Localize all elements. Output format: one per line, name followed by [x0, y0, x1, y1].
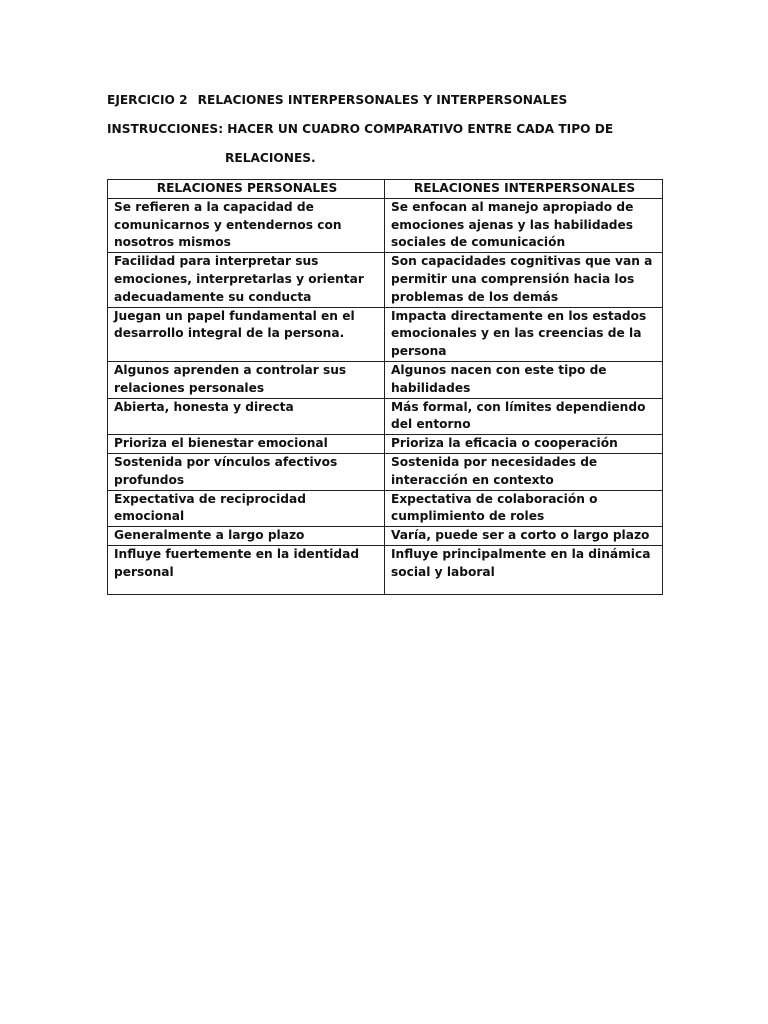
cell-interpersonal: Algunos nacen con este tipo de habilidades — [385, 361, 663, 398]
instructions-line-2: RELACIONES. — [225, 151, 316, 165]
header-interpersonales: RELACIONES INTERPERSONALES — [385, 180, 663, 199]
cell-interpersonal: Impacta directamente en los estados emocionales y en las creencias de la persona — [385, 307, 663, 361]
table-row — [108, 435, 663, 454]
cell-personal: Se refieren a la capacidad de comunicarnos y entendernos con nosotros mismos — [108, 198, 385, 252]
table-row — [108, 490, 663, 527]
cell-interpersonal: Prioriza la eficacia o cooperación — [385, 435, 663, 454]
cell-personal: Expectativa de reciprocidad emocional — [108, 490, 385, 527]
cell-personal: Sostenida por vínculos afectivos profundos — [108, 453, 385, 490]
cell-personal: Algunos aprenden a controlar sus relaciones personales — [108, 361, 385, 398]
table-row — [108, 198, 663, 252]
comparison-table — [107, 179, 663, 595]
table-row — [108, 545, 663, 594]
cell-personal: Abierta, honesta y directa — [108, 398, 385, 435]
table-row — [108, 307, 663, 361]
cell-interpersonal: Sostenida por necesidades de interacción en contexto — [385, 453, 663, 490]
cell-interpersonal: Más formal, con límites dependiendo del entorno — [385, 398, 663, 435]
cell-interpersonal: Expectativa de colaboración o cumplimiento de roles — [385, 490, 663, 527]
cell-personal: Prioriza el bienestar emocional — [108, 435, 385, 454]
table-header-row — [108, 180, 663, 199]
table-row — [108, 398, 663, 435]
instructions-line-1: INSTRUCCIONES: HACER UN CUADRO COMPARATIVO ENTRE CADA TIPO DE — [107, 122, 614, 136]
cell-personal: Generalmente a largo plazo — [108, 527, 385, 546]
cell-interpersonal: Influye principalmente en la dinámica social y laboral — [385, 545, 663, 594]
table-row — [108, 453, 663, 490]
cell-personal: Juegan un papel fundamental en el desarrollo integral de la persona. — [108, 307, 385, 361]
table-row — [108, 361, 663, 398]
table-row — [108, 253, 663, 307]
exercise-label: EJERCICIO 2 — [107, 93, 188, 107]
exercise-title: RELACIONES INTERPERSONALES Y INTERPERSONALES — [197, 93, 568, 107]
cell-interpersonal: Se enfocan al manejo apropiado de emociones ajenas y las habilidades sociales de comunicación — [385, 198, 663, 252]
cell-interpersonal: Son capacidades cognitivas que van a permitir una comprensión hacia los problemas de los demás — [385, 253, 663, 307]
cell-personal: Facilidad para interpretar sus emociones, interpretarlas y orientar adecuadamente su conducta — [108, 253, 385, 307]
cell-personal: Influye fuertemente en la identidad personal — [108, 545, 385, 594]
table-row — [108, 527, 663, 546]
header-personales: RELACIONES PERSONALES — [108, 180, 385, 199]
exercise-heading — [107, 92, 567, 108]
cell-interpersonal: Varía, puede ser a corto o largo plazo — [385, 527, 663, 546]
